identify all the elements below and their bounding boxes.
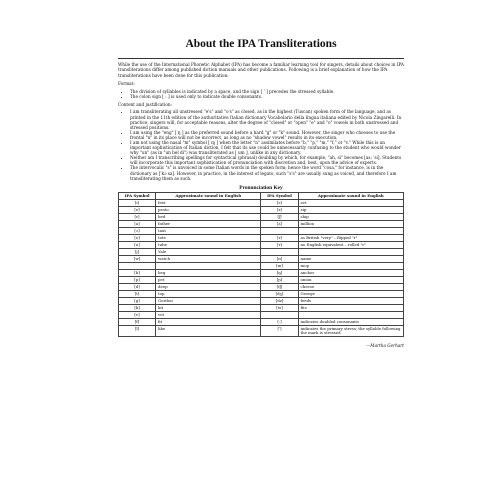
content-item: • I am not using the nasal "m" symbol [ ɱ ] when the letter "n" assimilates before "b," "p," "m," "f," or "v." While this is an important sophistication of Italian diction, I felt that its use could be unnecessarily confusing to the student who would wonder why "un" (as in "un bel dì") was transliterated as [ um ], unlike in any dictionary. (130, 140, 404, 155)
key-table-body (119, 199, 404, 336)
ipa-symbol-cell: [ː] (261, 318, 298, 325)
sound-cell: fits (298, 304, 403, 311)
ipa-symbol-cell: [ʎ] (261, 220, 298, 227)
table-row (119, 304, 404, 311)
sound-cell: taut (156, 227, 261, 234)
ipa-symbol-cell: [u] (119, 241, 156, 248)
format-heading: Format: (118, 80, 135, 86)
ipa-symbol-cell: [d] (119, 283, 156, 290)
content-list (126, 109, 404, 180)
table-row (119, 220, 404, 227)
sound-cell: zip (298, 206, 403, 213)
sound-cell: mop (298, 262, 403, 269)
ipa-symbol-cell: [t] (119, 290, 156, 297)
table-row (119, 283, 404, 290)
ipa-symbol-cell: [ˈ] (261, 325, 298, 336)
sound-cell: father (156, 220, 261, 227)
pronunciation-key-title: Pronunciation Key (239, 184, 283, 191)
sound-cell: top (156, 290, 261, 297)
ipa-symbol-cell: [p] (119, 276, 156, 283)
ipa-symbol-cell: [tʃ] (261, 283, 298, 290)
content-item: • I am transliterating all unstressed "e's" and "o's" as closed, as in the highest (Tuscan) spoken form of the language, and as printed in the 11th edition of the authoritative Italian dictionary Vocabolario della lingua italiana edited by Nicola Zingarelli. In practice, singers will, for acceptable reasons, alter the degree of "closed" or "open" "e" and "o" vowels in both unstressed and stressed positions. (130, 109, 404, 129)
table-row (119, 318, 404, 325)
ipa-symbol-cell: [ʃ] (261, 213, 298, 220)
sound-cell: watch (156, 255, 261, 262)
ipa-symbol-cell: [ɔ] (119, 227, 156, 234)
content-item: • Neither am I transcribing spellings for syntactical (phrasal) doubling by which, for example, "ah, sì" becomes [asː ˈsi]. Students will incorporate this important sophistication of pronunciation with discretion and, best, upon the advice of experts. (130, 155, 404, 165)
format-item: • The colon sign [ ː ] is used only to indicate double consonants. (130, 94, 404, 99)
title-rule (118, 58, 404, 59)
ipa-symbol-cell: [b] (119, 269, 156, 276)
sound-cell: name (298, 255, 403, 262)
sound-cell (156, 262, 261, 269)
format-item: • The division of syllables is indicated by a space, and the sign [ ˈ ] precedes the stressed syllable. (130, 89, 404, 94)
sound-cell: indicates doubled consonants (298, 318, 403, 325)
pronunciation-key-table (118, 192, 404, 337)
ipa-symbol-cell: [z] (261, 206, 298, 213)
table-header-row (119, 192, 404, 199)
ipa-symbol-cell: [w] (119, 255, 156, 262)
ipa-symbol-cell: [o] (119, 234, 156, 241)
ipa-symbol-cell: [k] (119, 304, 156, 311)
ipa-symbol-cell: [s] (261, 199, 298, 206)
ipa-symbol-cell: [f] (119, 318, 156, 325)
ipa-symbol-cell: [m] (261, 262, 298, 269)
sound-cell: cheese (298, 283, 403, 290)
ipa-symbol-cell (261, 227, 298, 234)
header-cell: Approximate sound in English (156, 192, 261, 199)
sound-cell: kit (156, 304, 261, 311)
ipa-symbol-cell: [dʒ] (261, 290, 298, 297)
sound-cell: Gordon (156, 297, 261, 304)
ipa-symbol-cell: [l] (119, 325, 156, 336)
ipa-symbol-cell: [a] (119, 220, 156, 227)
sound-cell: pesto (156, 206, 261, 213)
sound-cell: Yale (156, 248, 261, 255)
ipa-symbol-cell: [n] (261, 255, 298, 262)
sound-cell: ship (298, 213, 403, 220)
header-cell: Approximate sound in English (298, 192, 403, 199)
sound-cell: beg (156, 269, 261, 276)
table-row (119, 255, 404, 262)
table-row (119, 262, 404, 269)
document-page (118, 38, 404, 478)
sound-cell: anchor (298, 269, 403, 276)
table-row (119, 234, 404, 241)
sound-cell: fit (156, 318, 261, 325)
ipa-symbol-cell: [ɲ] (261, 276, 298, 283)
sound-cell: indicates the primary stress; the syllable following the mark is stressed (298, 325, 403, 336)
sound-cell: tube (156, 241, 261, 248)
table-row (119, 269, 404, 276)
table-row (119, 241, 404, 248)
content-item: • The intervocalic "s" is unvoiced in some Italian words in the spoken form; hence the word "cosa," for instance, is in the dictionary as [ˈkɔ sa]. However, in practice, in the interest of legato, such "s's" are usually sung as voiced, and therefore I am transliterating them as such. (130, 165, 404, 180)
header-cell: IPA Symbol (261, 192, 298, 199)
ipa-symbol-cell: [i] (119, 199, 156, 206)
sound-cell: no English equivalent – rolled "r" (298, 241, 403, 248)
ipa-symbol-cell: [ts] (261, 304, 298, 311)
page-title: About the IPA Transliterations (185, 38, 337, 50)
ipa-symbol-cell: [r] (261, 234, 298, 241)
sound-cell: tote (156, 234, 261, 241)
ipa-symbol-cell: [e] (119, 206, 156, 213)
ipa-symbol-cell (261, 311, 298, 318)
ipa-symbol-cell (119, 262, 156, 269)
sound-cell (298, 311, 403, 318)
sound-cell: deep (156, 283, 261, 290)
intro-paragraph: While the use of the International Phonetic Alphabet (IPA) has become a familiar learning tool for singers, details about choices in IPA transliterations differ among published diction manuals and other publications. Following is a brief explanation of how the IPA transliterations have been done for this publication: (118, 62, 404, 78)
sound-cell: million (298, 220, 403, 227)
ipa-symbol-cell: [ŋ] (261, 269, 298, 276)
sound-cell (298, 227, 403, 234)
content-heading: Content and justification: (118, 101, 172, 107)
sound-cell: bed (156, 213, 261, 220)
ipa-symbol-cell: [r] (261, 241, 298, 248)
ipa-symbol-cell: [ɛ] (119, 213, 156, 220)
sound-cell: as British "very" – flipped "r" (298, 234, 403, 241)
sound-cell: feet (156, 199, 261, 206)
sound-cell: onion (298, 276, 403, 283)
table-row (119, 227, 404, 234)
table-row (119, 248, 404, 255)
ipa-symbol-cell: [v] (119, 311, 156, 318)
sound-cell: set (298, 199, 403, 206)
table-row (119, 213, 404, 220)
table-row (119, 325, 404, 336)
table-row (119, 199, 404, 206)
format-list (126, 89, 404, 99)
table-row (119, 290, 404, 297)
table-row (119, 206, 404, 213)
table-row (119, 297, 404, 304)
ipa-symbol-cell: [g] (119, 297, 156, 304)
content-item: • I am using the "eng" [ ŋ ] as the preferred sound before a hard "g" or "k" sound. However, the singer who chooses to use the frontal "n" in its place will not be incorrect, as long as no "shadow vowel" results in its execution. (130, 130, 404, 140)
sound-cell (298, 248, 403, 255)
sound-cell: feeds (298, 297, 403, 304)
ipa-symbol-cell: [j] (119, 248, 156, 255)
ipa-symbol-cell (261, 248, 298, 255)
ipa-symbol-cell: [dz] (261, 297, 298, 304)
sound-cell: George (298, 290, 403, 297)
sound-cell: like (156, 325, 261, 336)
table-row (119, 276, 404, 283)
sound-cell: vet (156, 311, 261, 318)
sound-cell: pet (156, 276, 261, 283)
table-row (119, 311, 404, 318)
signature: —Martha Gerhart (366, 343, 404, 349)
header-cell: IPA Symbol (119, 192, 156, 199)
